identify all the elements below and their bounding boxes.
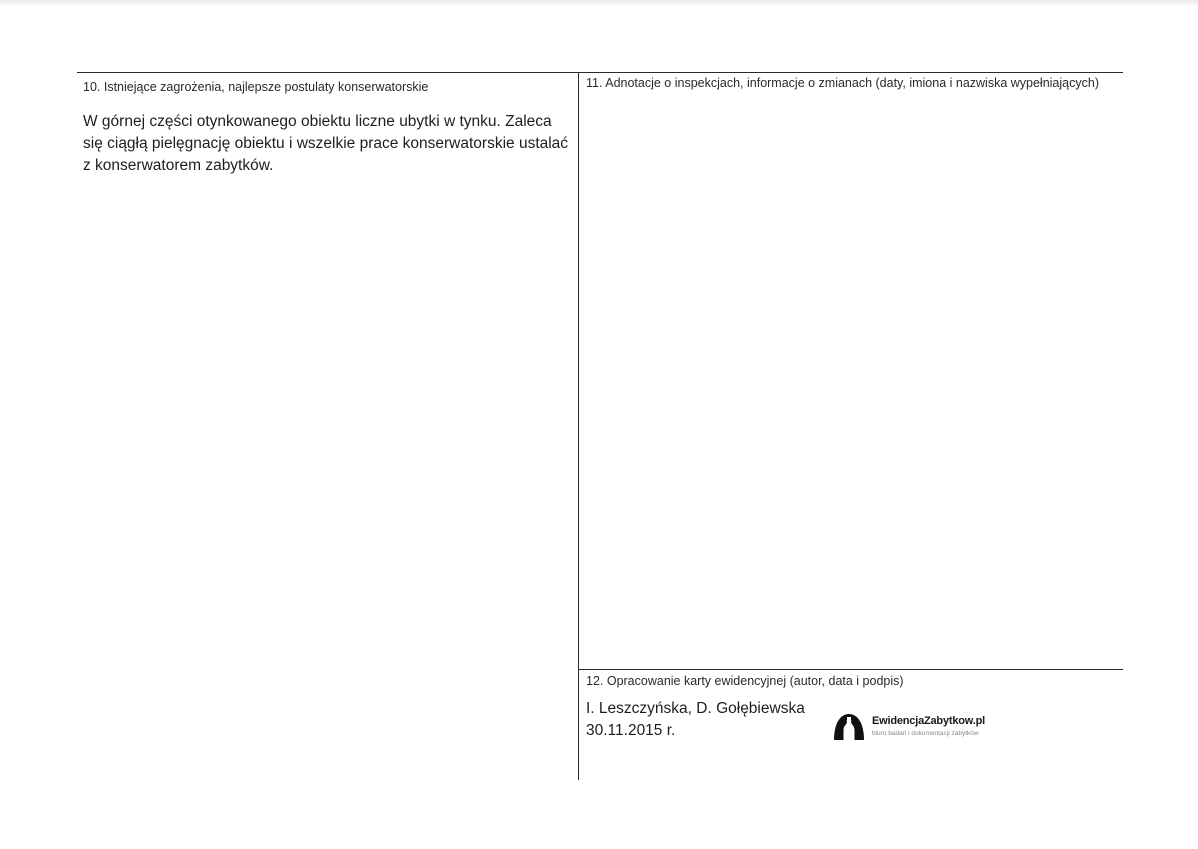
- authors-line: I. Leszczyńska, D. Gołębiewska: [586, 700, 805, 717]
- section-12-label: 12. Opracowanie karty ewidencyjnej (autor, data i podpis): [586, 674, 904, 688]
- date-line: 30.11.2015 r.: [586, 722, 676, 739]
- stamp-tagline: biuro badań i dokumentacji zabytków: [872, 730, 979, 737]
- company-stamp: [831, 710, 1001, 746]
- logo-mark-icon: [831, 710, 867, 746]
- section-11-label: 11. Adnotacje o inspekcjach, informacje o zmianach (daty, imiona i nazwiska wypełniających): [586, 76, 1099, 90]
- column-divider-line: [578, 72, 579, 780]
- section-12-text: [586, 698, 826, 742]
- section-10-text: W górnej części otynkowanego obiektu liczne ubytki w tynku. Zaleca się ciągłą pielęgnację obiektu i wszelkie prace konserwatorskie ustalać z konserwatorem zabytków.: [83, 113, 569, 174]
- scan-edge-shadow: [0, 0, 1198, 6]
- section-10-label: 10. Istniejące zagrożenia, najlepsze postulaty konserwatorskie: [83, 80, 429, 94]
- stamp-name: EwidencjaZabytkow.pl: [872, 715, 985, 727]
- section-12-divider-line: [579, 669, 1123, 670]
- top-divider-line: [77, 72, 1123, 73]
